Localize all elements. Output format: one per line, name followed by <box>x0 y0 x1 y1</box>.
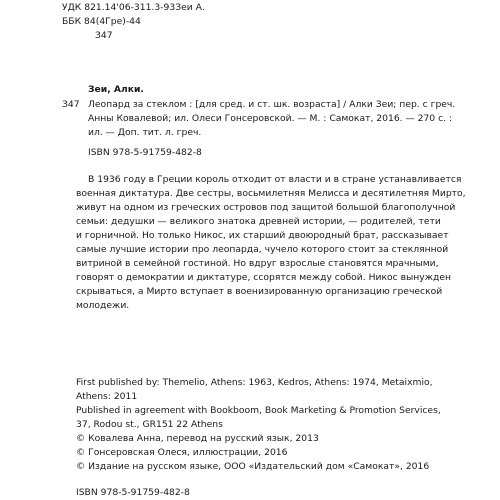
udk-code: УДК 821.14'06-311.3-93Зеи А. <box>62 2 205 13</box>
author-mark: З47 <box>95 30 113 41</box>
annotation-line: семьи: дедушки — великого знатока древней истории, — родителей, тети <box>76 216 441 227</box>
catalog-isbn: ISBN 978-5-91759-482-8 <box>88 147 202 158</box>
annotation-line: В 1936 году в Греции король отходит от власти и в стране устанавливается <box>88 174 462 185</box>
copyright-line: © Гонсеровская Олеся, иллюстрации, 2016 <box>76 447 288 458</box>
copyright-line: © Издание на русском языке, ООО «Издательский дом «Самокат», 2016 <box>76 461 430 472</box>
copyright-line: © Ковалева Анна, перевод на русский язык, 2013 <box>76 433 319 444</box>
catalog-author-mark: З47 <box>62 99 80 110</box>
annotation-line: скрываться, а Мирто вступает в военизированную организацию греческой <box>76 286 443 297</box>
copyright-line: Published in agreement with Bookboom, Book Marketing & Promotion Services, <box>76 405 441 416</box>
catalog-line-1: Леопард за стеклом : [для сред. и ст. шк. возраста] / Алки Зеи; пер. с греч. <box>88 99 456 110</box>
annotation-line: и горничной. Но только Никос, их старший двоюродный брат, рассказывает <box>76 230 449 241</box>
annotation-line: живут на одном из греческих островов под защитой большой благополучной <box>76 202 456 213</box>
annotation-line: витриной в семейной гостиной. Но вдруг взрослые становятся мрачными, <box>76 258 439 269</box>
footer-isbn: ISBN 978-5-91759-482-8 <box>76 487 190 498</box>
copyright-line: Athens: 2011 <box>76 391 138 402</box>
annotation-line: самые лучшие истории про леопарда, чучело которого стоит за стеклянной <box>76 244 449 255</box>
catalog-line-3: ил. — Доп. тит. л. греч. <box>88 127 202 138</box>
catalog-line-2: Анны Ковалевой; ил. Олеси Гонсеровской. — М. : Самокат, 2016. — 270 с. : <box>88 113 453 124</box>
catalog-author: Зеи, Алки. <box>88 84 144 95</box>
annotation-line: военная диктатура. Две сестры, восьмилетняя Мелисса и десятилетняя Мирто, <box>76 188 466 199</box>
copyright-line: 37, Rodou st., GR151 22 Athens <box>76 419 223 430</box>
bbk-code: ББК 84(4Гре)-44 <box>62 16 141 27</box>
annotation-line: говорят о демократии и диктатуре, ссорятся между собой. Никос вынужден <box>76 272 451 283</box>
annotation-line: молодежи. <box>76 300 130 311</box>
copyright-line: First published by: Themelio, Athens: 1963, Kedros, Athens: 1974, Metaixmio, <box>76 377 433 388</box>
